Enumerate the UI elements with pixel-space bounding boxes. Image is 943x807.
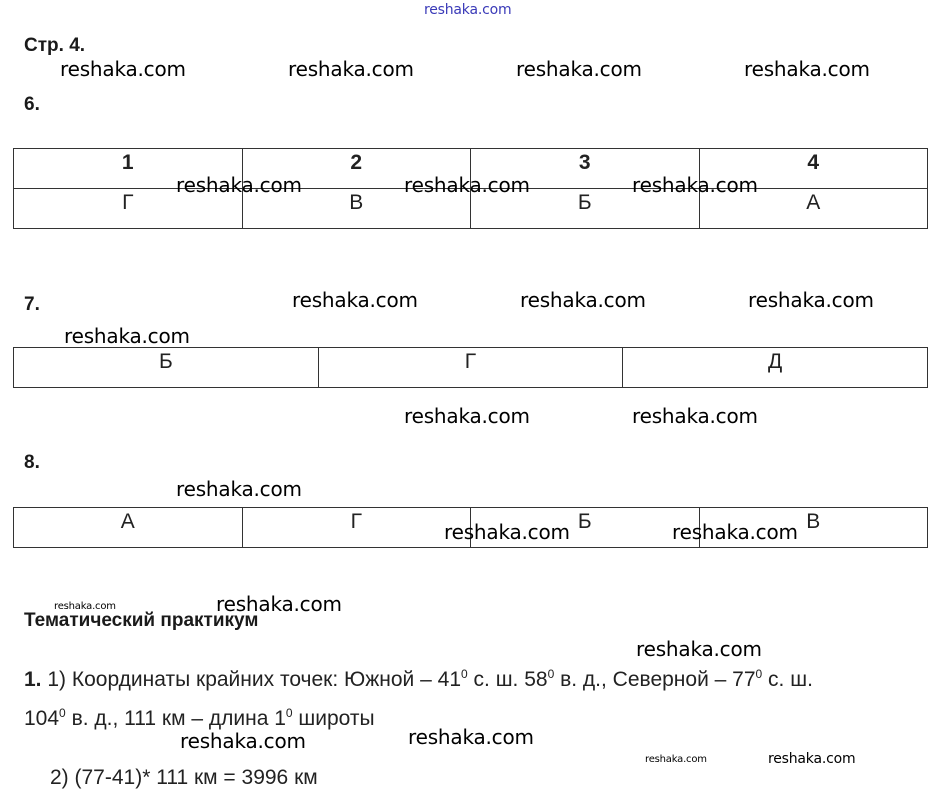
watermark: reshaka.com [748, 288, 874, 312]
watermark: reshaka.com [404, 173, 530, 197]
task-7-answer-cell: Д [623, 348, 928, 388]
task-6-answer-cell: Б [471, 189, 700, 229]
watermark: reshaka.com [632, 404, 758, 428]
task-6-answer-cell: В [242, 189, 471, 229]
practicum-line-3: 2) (77-41)* 111 км = 3996 км [50, 766, 318, 789]
watermark: reshaka.com [176, 477, 302, 501]
watermark-small: reshaka.com [54, 601, 116, 612]
watermark: reshaka.com [672, 520, 798, 544]
watermark: reshaka.com [408, 725, 534, 749]
watermark: reshaka.com [292, 288, 418, 312]
watermark: reshaka.com [744, 57, 870, 81]
watermark-medium: reshaka.com [768, 751, 856, 767]
task-7-table [13, 347, 928, 388]
watermark: reshaka.com [176, 173, 302, 197]
watermark: reshaka.com [520, 288, 646, 312]
task-8-answer-cell: Г [242, 508, 471, 548]
task-7-answer-row [14, 348, 928, 388]
task-6-answer-cell: А [699, 189, 928, 229]
page-label: Стр. 4. [24, 35, 86, 56]
task-7-number: 7. [24, 294, 40, 315]
task-7-answer-cell: Б [14, 348, 319, 388]
watermark: reshaka.com [632, 173, 758, 197]
practicum-line-1: 1. 1) Координаты крайних точек: Южной – $41^0$ с. ш. $58^0$ в. д., Северной – $77^0$ с. ш. [24, 667, 813, 691]
practicum-title: Тематический практикум [24, 610, 259, 631]
watermark: reshaka.com [636, 637, 762, 661]
task-8-number: 8. [24, 452, 40, 473]
task-6-header-cell: 2 [242, 149, 471, 189]
task-6-header-cell: 1 [14, 149, 243, 189]
task-6-header-cell: 4 [699, 149, 928, 189]
watermark-top: reshaka.com [424, 2, 512, 18]
watermark: reshaka.com [404, 404, 530, 428]
task-8-answer-cell: Б [471, 508, 700, 548]
task-6-answer-cell: Г [14, 189, 243, 229]
watermark: reshaka.com [60, 57, 186, 81]
watermark: reshaka.com [516, 57, 642, 81]
practicum-item-number: 1. [24, 668, 42, 691]
task-8-answer-cell: В [699, 508, 928, 548]
watermark: reshaka.com [288, 57, 414, 81]
task-7-answer-cell: Г [318, 348, 623, 388]
watermark: reshaka.com [180, 729, 306, 753]
watermark: reshaka.com [64, 324, 190, 348]
task-6-header-cell: 3 [471, 149, 700, 189]
watermark: reshaka.com [216, 592, 342, 616]
practicum-line-2: $104^0$ в. д., 111 км – длина $1^0$ широты [24, 706, 375, 730]
task-6-number: 6. [24, 94, 40, 115]
task-8-answer-cell: А [14, 508, 243, 548]
watermark-small: reshaka.com [645, 754, 707, 765]
watermark: reshaka.com [444, 520, 570, 544]
